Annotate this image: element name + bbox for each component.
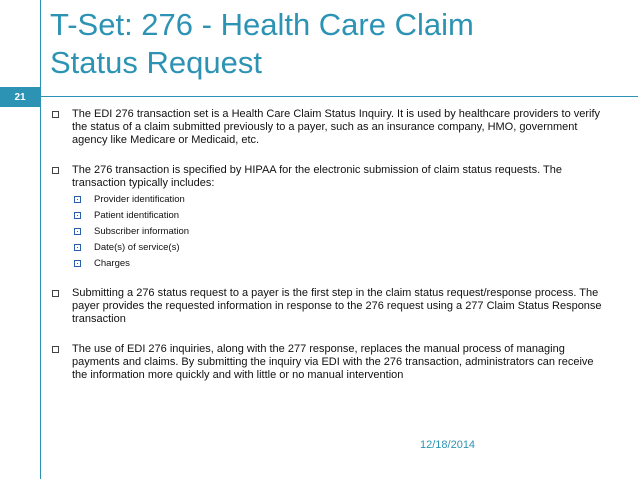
slide-title-line-2: Status Request <box>50 45 262 80</box>
sub-item-text: Date(s) of service(s) <box>94 242 180 253</box>
slide-content <box>50 108 605 399</box>
left-vertical-rule <box>40 0 41 479</box>
sub-bullet-icon <box>74 196 81 203</box>
square-bullet-icon <box>52 167 59 174</box>
sub-item-text: Provider identification <box>94 194 185 205</box>
slide-number: 21 <box>14 91 26 103</box>
sub-list-item <box>72 194 605 206</box>
title-underline-rule <box>40 96 638 97</box>
bullet-item <box>50 164 605 270</box>
sub-list-item <box>72 258 605 270</box>
bullet-text: The EDI 276 transaction set is a Health Care Claim Status Inquiry. It is used by healthcare providers to verify the status of a claim submitted previously to a payer, such as an insurance company, HMO, government agency like Medicare or Medicaid, etc. <box>72 108 601 146</box>
bullet-text: Submitting a 276 status request to a payer is the first step in the claim status request/response process. The payer provides the requested information in response to the 276 request using a 277 Claim Status Response transaction <box>72 287 602 325</box>
square-bullet-icon <box>52 111 59 118</box>
sub-item-text: Patient identification <box>94 210 180 221</box>
square-bullet-icon <box>52 290 59 297</box>
bullet-text: The use of EDI 276 inquiries, along with the 277 response, replaces the manual process of managing payments and claims. By submitting the inquiry via EDI with the 276 transaction, administrators can receive the information more quickly and with little or no manual intervention <box>72 343 594 381</box>
square-bullet-icon <box>52 346 59 353</box>
bullet-item <box>50 108 605 147</box>
sub-bullet-icon <box>74 260 81 267</box>
sub-item-text: Charges <box>94 258 130 269</box>
slide-title <box>50 6 620 82</box>
sub-bullet-icon <box>74 212 81 219</box>
sub-list <box>72 194 605 270</box>
sub-list-item <box>72 210 605 222</box>
bullet-text: The 276 transaction is specified by HIPAA for the electronic submission of claim status requests. The transaction typically includes: <box>72 164 562 189</box>
slide-title-line-1: T-Set: 276 - Health Care Claim <box>50 7 474 42</box>
bullet-item <box>50 287 605 326</box>
sub-list-item <box>72 226 605 238</box>
sub-list-item <box>72 242 605 254</box>
bullet-item <box>50 343 605 382</box>
sub-bullet-icon <box>74 244 81 251</box>
sub-bullet-icon <box>74 228 81 235</box>
sub-item-text: Subscriber information <box>94 226 190 237</box>
slide-date: 12/18/2014 <box>420 439 476 451</box>
slide-number-badge <box>0 87 40 107</box>
